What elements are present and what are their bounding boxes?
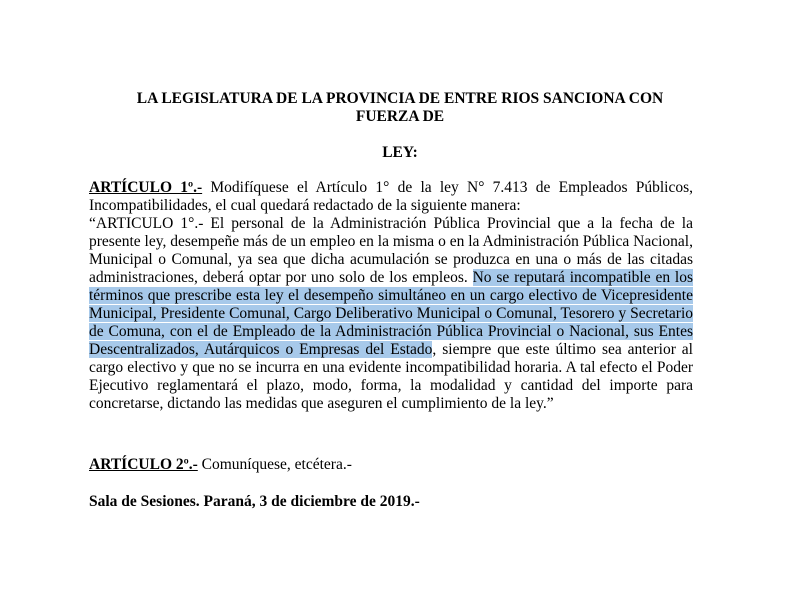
article-2 [89,456,693,474]
heading-line-2: FUERZA DE [355,108,445,125]
quote-end-text: , siempre que este último sea anterior al cargo electivo y que no se incurra en una evidente incompatibilidad horaria. A tal efecto el Poder Ejecutivo reglamentará el plazo, modo, forma, la modalidad y cantidad del importe para concretarse, dictando las medidas que aseguren el cumplimiento de la ley.” [89,341,693,412]
article-1-quote [89,215,693,413]
heading-line-1: LA LEGISLATURA DE LA PROVINCIA DE ENTRE RIOS SANCIONA CON [136,90,664,107]
highlighted-selection[interactable]: No se reputará incompatible en los términos que prescribe esta ley el desempeño simultáneo en un cargo electivo de Vicepresidente Municipal, Presidente Comunal, Cargo Deliberativo Municipal o Comunal, Tesorero y Secretario de Comuna, con el de Empleado de la Administración Pública Provincial o Nacional, sus Entes Descentralizados, Autárquicos o Empresas del Estado [89,269,693,358]
article-2-text: Comuníquese, etcétera.- [197,456,352,473]
article-1-intro-paragraph [89,179,693,215]
article-1-intro: Modifíquese el Artículo 1° de la ley N° 7.413 de Empleados Públicos, Incompatibilidades, el cual quedará redactado de la siguiente manera: [89,179,693,214]
article-1[interactable] [89,179,693,413]
article-1-label: ARTÍCULO 1º.- [89,179,203,196]
quote-start-text: “ARTICULO 1°.- El personal de la Administración Pública Provincial que a la fecha de la presente ley, desempeñe más de un empleo en la misma o en la Administración Pública Nacional, Municipal o Comunal, ya sea que dicha acumulación se produzca en una o más de las citadas administraciones, deberá optar por uno solo de los empleos. [89,215,693,286]
article-2-label: ARTÍCULO 2º.- [89,456,198,473]
closing-line: Sala de Sesiones. Paraná, 3 de diciembre de 2019.- [89,493,420,510]
heading-ley: LEY: [382,144,418,161]
